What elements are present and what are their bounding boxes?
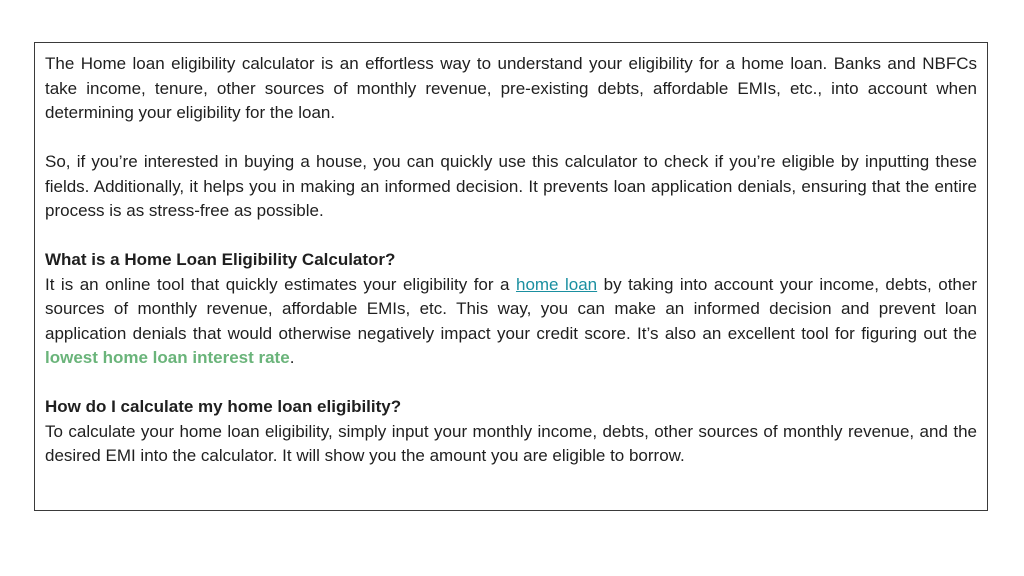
section-paragraph-what-is [45, 273, 977, 371]
section-heading-what-is: What is a Home Loan Eligibility Calculator? [45, 250, 396, 269]
highlight-interest-rate[interactable]: lowest home loan interest rate [45, 348, 290, 367]
home-loan-link[interactable]: home loan [515, 274, 598, 294]
spacer [45, 224, 977, 249]
text-segment: by taking into account your income, debts, other sources of monthly revenue, affordable EMIs, etc. This way, you can make an informed decision and prevent loan application denials that would otherwise negatively impact your credit score. It’s also an excellent tool for figuring out the [45, 274, 977, 343]
section-heading-how-to: How do I calculate my home loan eligibility? [45, 397, 402, 416]
spacer [45, 126, 977, 151]
text-segment: It is an online tool that quickly estimates your eligibility for a [45, 274, 516, 294]
text-segment: . [289, 348, 295, 367]
spacer [45, 371, 977, 396]
content-box [34, 42, 988, 511]
section-paragraph-how-to: To calculate your home loan eligibility, simply input your monthly income, debts, other sources of monthly revenue, and the desired EMI into the calculator. It will show you the amount you are eligible to borrow. [45, 421, 977, 465]
intro-paragraph-1: The Home loan eligibility calculator is an effortless way to understand your eligibility for a home loan. Banks and NBFCs take income, tenure, other sources of monthly revenue, pre-existing debts, affordable EMIs, etc., into account when determining your eligibility for the loan. [45, 54, 977, 122]
intro-paragraph-2: So, if you’re interested in buying a house, you can quickly use this calculator to check if you’re eligible by inputting these fields. Additionally, it helps you in making an informed decision. It prevents loan application denials, ensuring that the entire process is as stress-free as possible. [45, 152, 977, 220]
